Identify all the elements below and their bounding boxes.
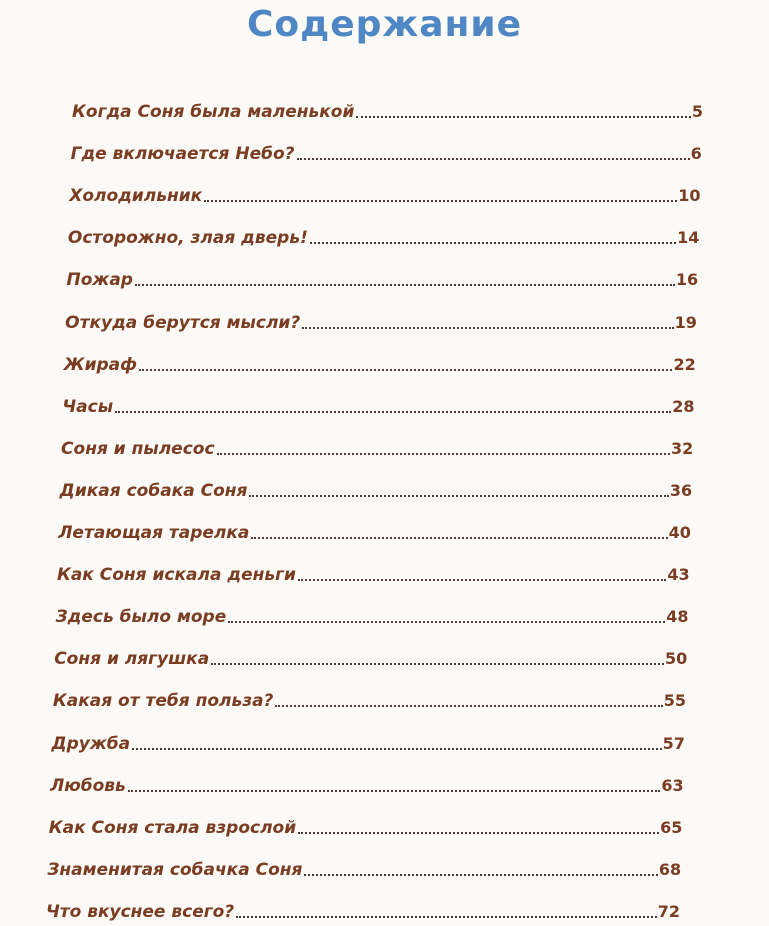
toc-entry-page: 28 [672,396,695,416]
toc-entry-title: Как Соня искала деньги [56,565,296,586]
toc-row [69,180,700,206]
toc-entry-title: Любовь [50,775,126,796]
toc-row [46,896,680,922]
toc-entry-page: 14 [677,228,700,248]
toc-entry-page: 63 [661,775,684,795]
toc-entry-page: 43 [667,565,690,585]
toc-row [61,433,693,459]
dot-leader [204,194,677,202]
toc-entry-title: Холодильник [69,186,203,207]
toc-entry-page: 19 [674,312,697,332]
toc-row [72,96,703,122]
toc-entry-title: Какая от тебя польза? [52,691,274,712]
toc-row [68,222,699,248]
dot-leader [310,236,676,244]
toc-entry-page: 72 [657,901,680,921]
toc-entry-title: Что вкуснее всего? [46,901,235,922]
toc-entry-title: Откуда берутся мысли? [65,312,301,333]
toc-entry-page: 50 [664,649,688,669]
toc-entry-title: Когда Соня была маленькой [72,102,355,122]
toc-entry-page: 40 [668,523,691,542]
dot-leader [139,363,672,371]
dot-leader [211,657,664,665]
dot-leader [304,868,658,876]
toc-entry-title: Пожар [66,270,133,291]
toc-row [64,349,696,375]
toc-entry-title: Как Соня стала взрослой [48,817,297,838]
toc-entry-title: Соня и лягушка [54,649,210,670]
toc-entry-page: 57 [662,733,685,753]
toc-entry-title: Знаменитая собачка Соня [47,859,303,880]
toc-row [65,307,697,333]
toc-row [56,601,689,627]
dot-leader [251,531,667,539]
toc-entry-title: Летающая тарелка [58,523,250,543]
toc-entry-title: Дружба [51,733,131,754]
toc-entry-page: 48 [666,607,689,627]
toc-entry-title: Где включается Небо? [70,144,295,165]
dot-leader [356,110,690,118]
toc-row [47,854,681,880]
toc-entry-page: 65 [660,817,683,837]
toc-row [50,770,684,796]
toc-entry-page: 32 [671,438,694,458]
toc-entry-title: Часы [62,396,114,417]
toc-entry-title: Осторожно, злая дверь! [67,228,308,249]
toc-row [60,475,692,501]
toc-entry-title: Здесь было море [55,607,227,628]
toc-row [62,391,694,417]
dot-leader [135,278,675,286]
toc-row [49,812,683,838]
dot-leader [302,321,673,329]
dot-leader [217,447,670,455]
toc-entry-page: 5 [691,102,703,121]
toc-row [57,559,690,585]
toc-row [58,517,691,543]
dot-leader [115,405,671,413]
dot-leader [249,489,668,497]
toc-entry-page: 36 [669,480,693,500]
toc-entry-title: Соня и пылесос [61,438,215,459]
toc-row [71,138,702,164]
toc-entry-page: 22 [673,354,696,374]
dot-leader [298,573,667,581]
toc-entry-page: 10 [678,186,701,206]
page-title: Содержание [246,4,523,45]
toc-row [54,643,687,669]
toc-entry-page: 68 [658,859,682,879]
dot-leader [228,615,665,623]
toc-entry-title: Жираф [63,354,138,375]
dot-leader [298,826,659,834]
dot-leader [297,152,690,160]
dot-leader [128,784,661,792]
dot-leader [275,699,662,707]
dot-leader [236,910,657,918]
toc-entry-page: 55 [663,691,687,711]
toc-entry-title: Дикая собака Соня [59,480,248,501]
toc-row [67,264,699,290]
toc-entry-page: 16 [675,270,699,290]
dot-leader [132,742,661,750]
toc-row [53,685,686,711]
toc-row [51,728,684,754]
toc-entry-page: 6 [690,144,702,164]
